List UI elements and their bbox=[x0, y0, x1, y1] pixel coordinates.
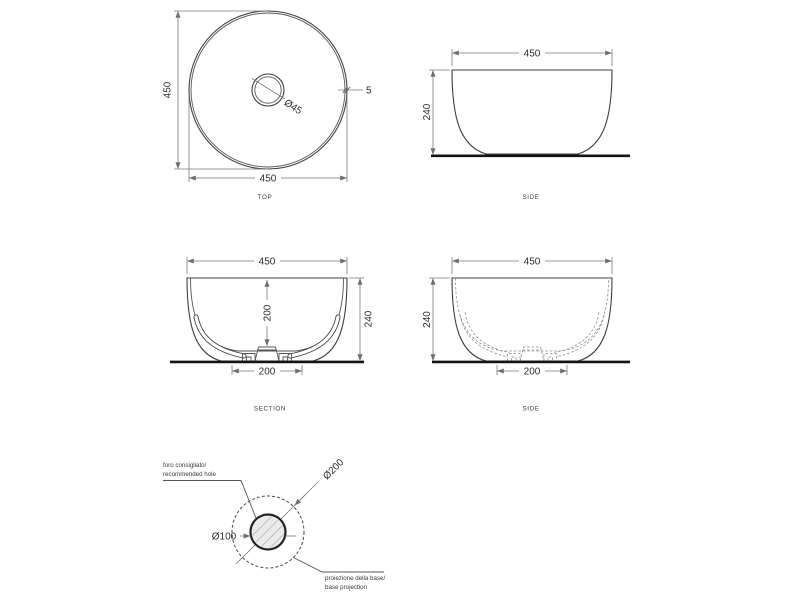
base-dia-leader bbox=[295, 495, 306, 506]
dimension-label-height bbox=[422, 311, 433, 328]
view-top bbox=[163, 11, 373, 201]
hole-note-line1: foro consigliato/ bbox=[163, 462, 207, 469]
hole-note-line2: recommended hole bbox=[163, 471, 216, 478]
base-note-line1: proiezione della base/ bbox=[325, 575, 386, 582]
svg-text:450: 450 bbox=[162, 81, 174, 99]
base-note-line2: base projection bbox=[325, 584, 367, 591]
drain-hole-outer-circle bbox=[252, 74, 284, 106]
svg-text:Ø200: Ø200 bbox=[321, 457, 347, 483]
view-section bbox=[170, 256, 375, 413]
dimension-label-height bbox=[422, 103, 433, 120]
basin-outer-rim-circle bbox=[189, 11, 347, 169]
dimension-label-height bbox=[163, 81, 174, 98]
dimension-label-width: 450 bbox=[523, 48, 541, 60]
view-caption-side: SIDE bbox=[522, 194, 540, 201]
rim-thickness-label: 5 bbox=[366, 85, 372, 97]
view-caption-top: TOP bbox=[257, 194, 273, 201]
dimension-label-width: 450 bbox=[258, 256, 276, 268]
basin-inner-rim-circle bbox=[191, 13, 345, 167]
dimension-label-width: 450 bbox=[523, 256, 541, 268]
dimension-label-height bbox=[364, 310, 375, 327]
drain-hole-inner-circle bbox=[255, 77, 281, 103]
hole-dia-label bbox=[282, 98, 304, 118]
svg-text:240: 240 bbox=[422, 103, 433, 121]
view-side-mid bbox=[422, 256, 630, 413]
basin-profile bbox=[452, 278, 612, 361]
view-caption-side: SIDE bbox=[522, 405, 540, 413]
dimension-label-base: 200 bbox=[258, 366, 276, 378]
base-dia-label bbox=[321, 457, 346, 482]
svg-text:240: 240 bbox=[422, 311, 433, 328]
svg-text:240: 240 bbox=[363, 310, 375, 328]
svg-text:Ø45: Ø45 bbox=[281, 97, 304, 118]
dimension-label-base: 200 bbox=[523, 366, 541, 378]
basin-profile bbox=[452, 70, 612, 154]
view-caption-section: SECTION bbox=[253, 405, 287, 413]
hole-note-leader bbox=[163, 481, 256, 519]
view-base-projection bbox=[163, 457, 385, 591]
hole-dia-leader-line bbox=[252, 79, 285, 100]
view-side-top bbox=[422, 48, 630, 202]
base-note-leader bbox=[294, 558, 385, 573]
hole-dia-label: Ø100 bbox=[211, 531, 237, 543]
dimension-label-depth bbox=[262, 300, 274, 326]
dimension-label-width: 450 bbox=[259, 173, 277, 185]
svg-text:200: 200 bbox=[262, 304, 274, 322]
